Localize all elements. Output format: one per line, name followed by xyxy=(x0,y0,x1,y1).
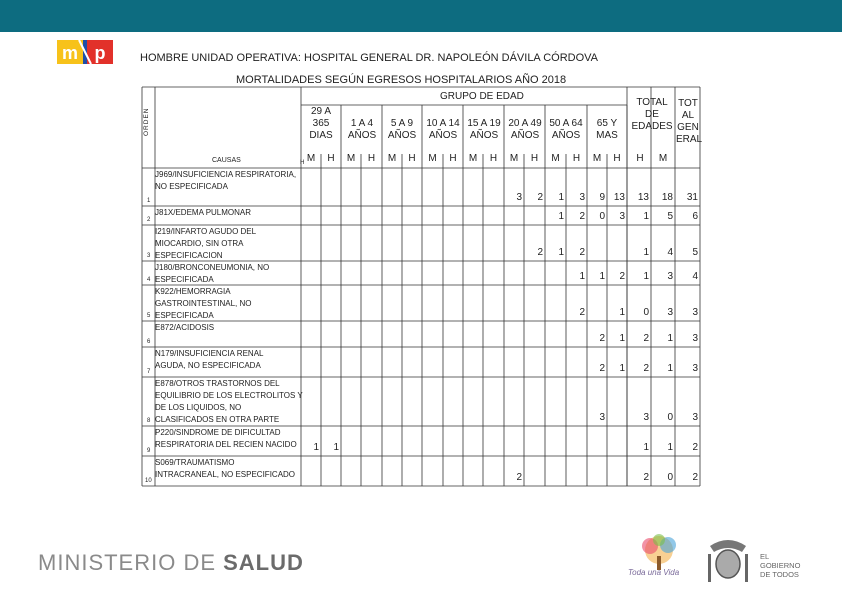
cause-text: K922/HEMORRAGIA GASTROINTESTINAL, NO ESPECIFICADA xyxy=(155,287,252,320)
age-group-header: 1 A 4 AÑOS xyxy=(347,118,377,141)
row-value: 2 xyxy=(599,363,605,374)
total-m-value: 0 xyxy=(667,412,673,423)
total-general-value: 3 xyxy=(692,412,698,423)
age-group-header: 15 A 19 AÑOS xyxy=(467,118,501,141)
age-group-header: 20 A 49 AÑOS xyxy=(508,118,542,141)
total-h-value: 1 xyxy=(643,247,649,258)
total-general-value: 3 xyxy=(692,333,698,344)
row-value: 1 xyxy=(599,271,605,282)
total-m-header: M xyxy=(658,153,668,164)
row-value: 1 xyxy=(619,333,625,344)
causas-label: CAUSAS xyxy=(212,157,241,164)
sex-header: H xyxy=(530,153,539,164)
row-number: 10 xyxy=(145,478,152,484)
grupo-edad-label: GRUPO DE EDAD xyxy=(440,91,524,102)
row-value: 3 xyxy=(516,192,522,203)
row-value: 0 xyxy=(599,211,605,222)
total-general-header: TOT AL GEN ERAL xyxy=(676,98,703,145)
toda-una-vida-text: Toda una Vida xyxy=(628,568,680,577)
sex-header: M xyxy=(306,153,316,164)
cause-text: E878/OTROS TRASTORNOS DEL EQUILIBRIO DE LOS ELECTROLITOS Y DE LOS LIQUIDOS, NO CLASIFICADOS EN OTRA PARTE xyxy=(155,379,303,424)
row-number: 3 xyxy=(147,253,151,259)
total-general-value: 2 xyxy=(692,442,698,453)
total-general-value: 31 xyxy=(686,192,698,203)
row-value: 1 xyxy=(558,211,564,222)
row-value: 1 xyxy=(579,271,585,282)
total-h-value: 0 xyxy=(643,307,649,318)
age-group-header: 10 A 14 AÑOS xyxy=(426,118,460,141)
cause-text: P220/SINDROME DE DIFICULTAD RESPIRATORIA DEL RECIEN NACIDO xyxy=(155,428,297,449)
row-value: 1 xyxy=(558,192,564,203)
row-number: 2 xyxy=(147,217,151,223)
row-value: 2 xyxy=(579,247,585,258)
ecuador-coat-of-arms xyxy=(704,534,752,586)
row-value: 9 xyxy=(599,192,605,203)
row-value: 3 xyxy=(619,211,625,222)
row-value: 1 xyxy=(619,363,625,374)
total-general-value: 3 xyxy=(692,363,698,374)
cause-text: I219/INFARTO AGUDO DEL MIOCARDIO, SIN OTRA ESPECIFICACION xyxy=(155,227,257,260)
total-general-value: 5 xyxy=(692,247,698,258)
row-value: 1 xyxy=(333,442,339,453)
row-number: 6 xyxy=(147,339,151,345)
total-general-value: 3 xyxy=(692,307,698,318)
cause-text: S069/TRAUMATISMO INTRACRANEAL, NO ESPECIFICADO xyxy=(155,458,296,479)
age-group-header: 29 A 365 DIAS xyxy=(309,106,333,141)
row-value: 1 xyxy=(558,247,564,258)
total-h-value: 1 xyxy=(643,271,649,282)
cause-text: J180/BRONCONEUMONIA, NO ESPECIFICADA xyxy=(155,263,270,284)
total-general-value: 6 xyxy=(692,211,698,222)
sex-header: M xyxy=(346,153,356,164)
sex-header: H xyxy=(408,153,416,164)
total-h-value: 3 xyxy=(643,412,649,423)
sex-header: M xyxy=(551,153,560,164)
cause-text: E872/ACIDOSIS xyxy=(155,323,215,332)
orden-label: ORDEN xyxy=(143,107,150,136)
svg-text:m: m xyxy=(61,43,79,63)
row-number: 7 xyxy=(147,369,151,375)
row-number: 5 xyxy=(147,313,151,319)
total-h-value: 2 xyxy=(643,333,649,344)
hospital-title: HOMBRE UNIDAD OPERATIVA: HOSPITAL GENERAL DR. NAPOLEÓN DÁVILA CÓRDOVA xyxy=(140,52,599,64)
total-general-value: 2 xyxy=(692,472,698,483)
row-value: 2 xyxy=(537,247,543,258)
toda-una-vida-logo xyxy=(626,532,692,586)
sex-header: H xyxy=(489,153,498,164)
row-value: 2 xyxy=(599,333,605,344)
sex-header: H xyxy=(613,153,621,164)
svg-text:p: p xyxy=(94,43,106,63)
cause-text: J81X/EDEMA PULMONAR xyxy=(155,208,252,217)
total-m-value: 3 xyxy=(667,307,673,318)
row-value: 1 xyxy=(313,442,319,453)
h-label-causa: H xyxy=(300,160,305,166)
row-value: 1 xyxy=(619,307,625,318)
sex-header: H xyxy=(449,153,457,164)
total-m-value: 5 xyxy=(667,211,673,222)
total-h-header: H xyxy=(636,153,644,164)
row-value: 13 xyxy=(613,192,625,203)
age-group-header: 65 Y MAS xyxy=(596,118,618,141)
report-subtitle: MORTALIDADES SEGÚN EGRESOS HOSPITALARIOS AÑO 2018 xyxy=(236,74,567,86)
row-value: 3 xyxy=(599,412,605,423)
total-h-value: 13 xyxy=(637,192,649,203)
total-general-value: 4 xyxy=(692,271,698,282)
row-number: 9 xyxy=(147,448,151,454)
sex-header: M xyxy=(592,153,602,164)
gobierno-de-todos: EL GOBIERNO DE TODOS xyxy=(760,552,801,579)
row-value: 2 xyxy=(579,307,585,318)
total-h-value: 1 xyxy=(643,442,649,453)
total-m-value: 4 xyxy=(667,247,673,258)
row-value: 3 xyxy=(579,192,585,203)
total-h-value: 1 xyxy=(643,211,649,222)
row-value: 2 xyxy=(619,271,625,282)
total-m-value: 18 xyxy=(661,192,673,203)
total-m-value: 1 xyxy=(667,333,673,344)
row-number: 8 xyxy=(147,418,151,424)
sex-header: M xyxy=(468,153,478,164)
sex-header: M xyxy=(387,153,397,164)
sex-header: H xyxy=(367,153,376,164)
row-value: 2 xyxy=(537,192,543,203)
total-h-value: 2 xyxy=(643,363,649,374)
total-m-value: 3 xyxy=(667,271,673,282)
row-value: 2 xyxy=(579,211,585,222)
salud-text: SALUD xyxy=(223,550,304,575)
sex-header: H xyxy=(572,153,581,164)
sex-header: M xyxy=(509,153,519,164)
cause-text: J969/INSUFICIENCIA RESPIRATORIA, NO ESPECIFICADA xyxy=(155,170,297,191)
total-m-value: 0 xyxy=(667,472,673,483)
row-number: 1 xyxy=(147,198,151,204)
sex-header: M xyxy=(428,153,437,164)
cause-text: N179/INSUFICIENCIA RENAL AGUDA, NO ESPECIFICADA xyxy=(155,349,264,370)
total-edades-header: TOTAL DE EDADES xyxy=(631,97,673,132)
age-group-header: 50 A 64 AÑOS xyxy=(549,118,583,141)
ministerio-wordmark xyxy=(38,550,304,576)
sex-header: H xyxy=(327,153,335,164)
total-h-value: 2 xyxy=(643,472,649,483)
ministerio-text: MINISTERIO DE xyxy=(38,550,224,575)
total-m-value: 1 xyxy=(667,442,673,453)
age-group-header: 5 A 9 AÑOS xyxy=(387,118,417,141)
total-m-value: 1 xyxy=(667,363,673,374)
row-value: 2 xyxy=(516,472,522,483)
row-number: 4 xyxy=(147,277,151,283)
